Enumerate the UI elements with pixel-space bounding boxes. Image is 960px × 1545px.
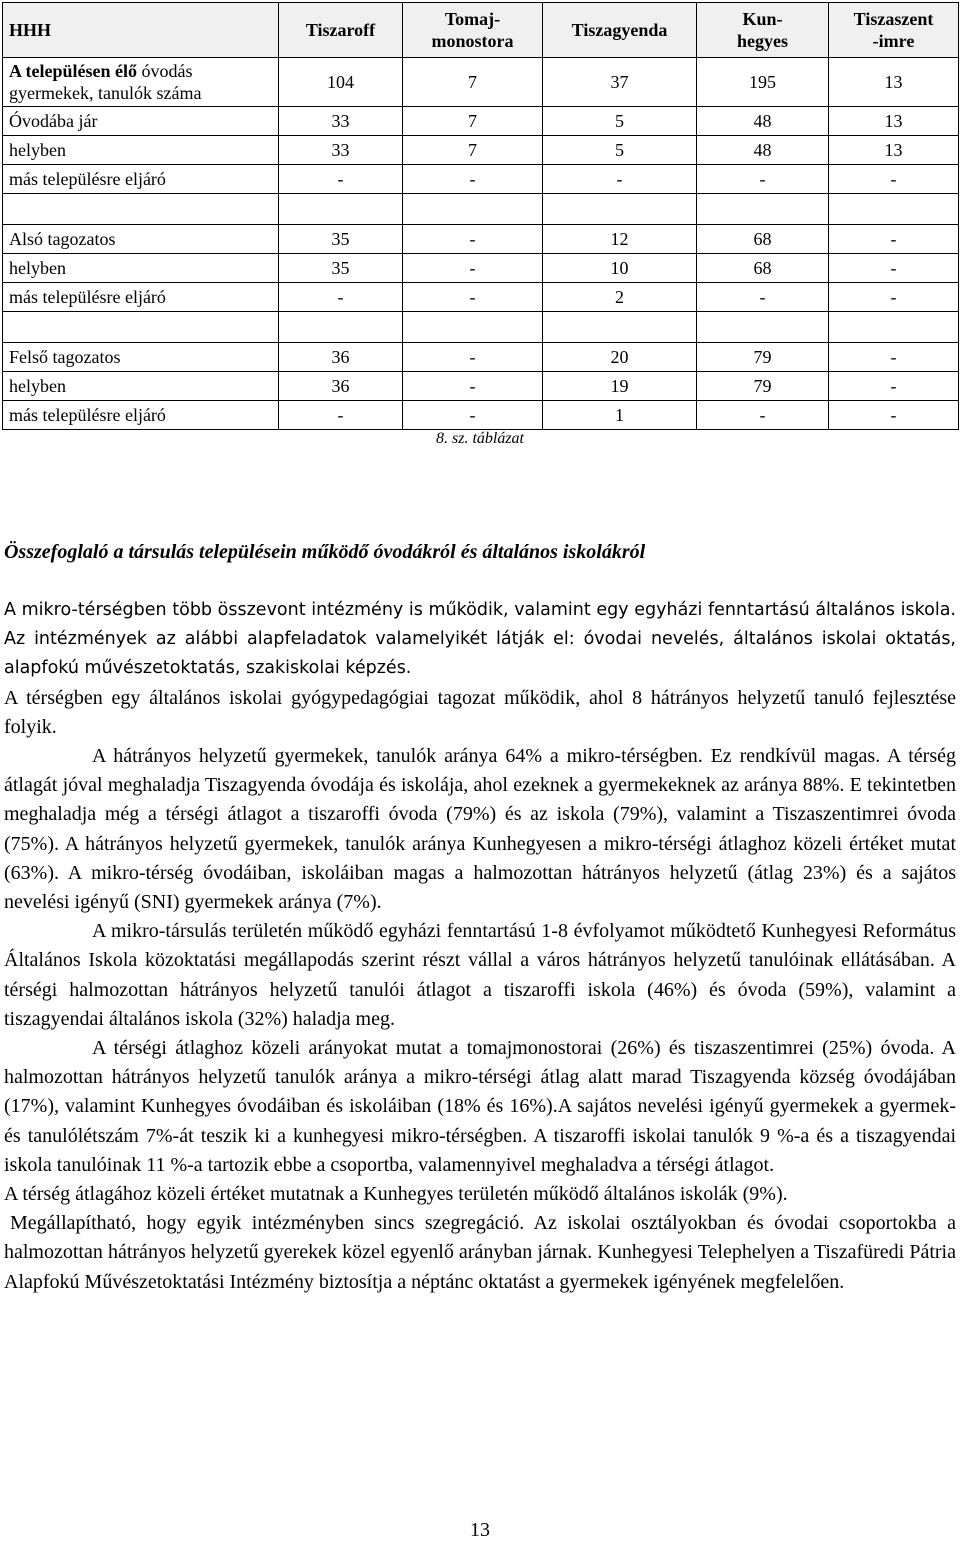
header-cell: Tiszaszent -imre [829, 3, 959, 58]
table-cell: - [697, 283, 829, 312]
table-cell: 7 [403, 107, 543, 136]
table-cell: 195 [697, 58, 829, 107]
table-row [3, 372, 959, 401]
row-label: helyben [3, 372, 279, 401]
table-cell [543, 194, 697, 225]
table-cell: 33 [279, 107, 403, 136]
header-cell: Kun- hegyes [697, 3, 829, 58]
table-cell: 5 [543, 107, 697, 136]
table-cell [697, 312, 829, 343]
row-label [3, 58, 279, 107]
table-cell: 12 [543, 225, 697, 254]
table-cell [403, 194, 543, 225]
table-cell [279, 194, 403, 225]
paragraph: A mikro-térségben több összevont intézmény is működik, valamint egy egyházi fenntartású általános iskola. Az intézmények az alábbi alapfeladatok valamelyikét látják el: óvodai nevelés, általános iskolai oktatás, alapfokú művészetoktatás, szakiskolai képzés. [4, 600, 956, 679]
paragraph: A térségben egy általános iskolai gyógypedagógiai tagozat működik, ahol 8 hátrányos helyzetű tanuló fejlesztése folyik. [4, 686, 956, 738]
table-row [3, 254, 959, 283]
table-cell: 79 [697, 372, 829, 401]
table-cell: - [829, 401, 959, 430]
row-label: Felső tagozatos [3, 343, 279, 372]
row-label: Alsó tagozatos [3, 225, 279, 254]
table-cell [279, 312, 403, 343]
table-row-spacer [3, 194, 959, 225]
table-cell: 79 [697, 343, 829, 372]
table-row [3, 225, 959, 254]
table-header-row [3, 3, 959, 58]
table-cell: 104 [279, 58, 403, 107]
row-label: más településre eljáró [3, 283, 279, 312]
table-cell: 5 [543, 136, 697, 165]
table-row-spacer [3, 312, 959, 343]
table-cell: 68 [697, 225, 829, 254]
table-row [3, 136, 959, 165]
table-cell: - [403, 225, 543, 254]
table-cell: 13 [829, 136, 959, 165]
table-cell: - [403, 372, 543, 401]
table-cell: 35 [279, 225, 403, 254]
paragraph: A térségi átlaghoz közeli arányokat mutat a tomajmonostorai (26%) és tiszaszentimrei (25%) óvoda. A halmozottan hátrányos helyzetű tanulók aránya a mikro-térségi átlag alatt marad Tiszagyenda község óvodájában (17%), valamint Kunhegyes óvodáiban és iskoláiban (18% és 16%).A sajátos nevelési igényű gyermekek a gyermek- és tanulólétszám 7%-át teszik ki a kunhegyesi mikro-térségben. A tiszaroffi iskolai tanulók 9 %-a és a tiszagyendai iskola tanulóinak 11 %-a tartozik ebbe a csoportba, valamennyivel meghaladva a térségi átlagot. [4, 1037, 956, 1176]
table-cell [829, 312, 959, 343]
table-cell: - [279, 165, 403, 194]
page-number: 13 [470, 1519, 490, 1541]
table-cell: 35 [279, 254, 403, 283]
row-label [3, 194, 279, 225]
table-cell: 37 [543, 58, 697, 107]
header-cell: Tiszaroff [279, 3, 403, 58]
table-cell: - [279, 401, 403, 430]
table-cell: 33 [279, 136, 403, 165]
table-cell: - [403, 343, 543, 372]
table-cell: - [829, 372, 959, 401]
table-cell: 2 [543, 283, 697, 312]
table-cell: - [403, 165, 543, 194]
table-cell: - [829, 225, 959, 254]
table-row [3, 343, 959, 372]
table-cell: - [279, 283, 403, 312]
table-cell: 1 [543, 401, 697, 430]
table-cell: 19 [543, 372, 697, 401]
table-cell: - [403, 254, 543, 283]
table-cell: - [403, 283, 543, 312]
table-cell: 7 [403, 136, 543, 165]
table-cell: 36 [279, 372, 403, 401]
table-cell [403, 312, 543, 343]
table-cell [829, 194, 959, 225]
table-cell: 13 [829, 58, 959, 107]
table-row [3, 401, 959, 430]
row-label: helyben [3, 136, 279, 165]
row-label-rest: óvodás gyermekek, tanulók száma [9, 61, 202, 103]
table-cell: 48 [697, 136, 829, 165]
table-row [3, 165, 959, 194]
table-cell: - [829, 283, 959, 312]
row-label: más településre eljáró [3, 165, 279, 194]
header-cell: Tiszagyenda [543, 3, 697, 58]
table-cell: 7 [403, 58, 543, 107]
table-cell: 20 [543, 343, 697, 372]
table-cell: 36 [279, 343, 403, 372]
table-cell [697, 194, 829, 225]
paragraph: A hátrányos helyzetű gyermekek, tanulók aránya 64% a mikro-térségben. Ez rendkívül magas. A térség átlagát jóval meghaladja Tiszagyenda óvodája és iskolája, ahol ezeknek a gyermekeknek az aránya 88%. E tekintetben meghaladja még a térségi átlagot a tiszaroffi óvoda (79%) és az iskola (79%), valamint a Tiszaszentimrei óvoda (75%). A hátrányos helyzetű gyermekek, tanulók aránya Kunhegyesen a mikro-térségi átlaghoz közeli értéket mutat (63%). A mikro-térség óvodáiban, iskoláiban magas a halmozottan hátrányos helyzetű (átlag 23%) és a sajátos nevelési igényű (SNI) gyermekek aránya (7%). [4, 745, 956, 914]
table-cell: - [543, 165, 697, 194]
body-text [4, 596, 956, 1297]
row-label-bold: A településen élő [9, 61, 137, 81]
row-label: helyben [3, 254, 279, 283]
hhh-statistics-table [2, 2, 959, 430]
table-cell: - [403, 401, 543, 430]
row-label: más településre eljáró [3, 401, 279, 430]
table-cell: 48 [697, 107, 829, 136]
table-row [3, 107, 959, 136]
table-cell [543, 312, 697, 343]
table-cell: - [829, 343, 959, 372]
paragraph: A mikro-társulás területén működő egyházi fenntartású 1-8 évfolyamot működtető Kunhegyesi Református Általános Iskola közoktatási megállapodás szerint részt vállal a város hátrányos helyzetű tanulóinak ellátásában. A térségi halmozottan hátrányos helyzetű tanulói átlagot a tiszaroffi iskola (46%) és óvoda (59%), valamint a tiszagyendai általános iskola (32%) haladja meg. [4, 920, 956, 1030]
table-cell: 10 [543, 254, 697, 283]
table-cell: - [829, 165, 959, 194]
header-cell: Tomaj- monostora [403, 3, 543, 58]
table-row [3, 58, 959, 107]
table-cell: - [829, 254, 959, 283]
row-label: Óvodába jár [3, 107, 279, 136]
paragraph: A térség átlagához közeli értéket mutatnak a Kunhegyes területén működő általános iskolák (9%). [4, 1183, 788, 1206]
table-cell: 68 [697, 254, 829, 283]
header-cell: HHH [3, 3, 279, 58]
table-cell: - [697, 165, 829, 194]
table-cell: - [697, 401, 829, 430]
table-cell: 13 [829, 107, 959, 136]
paragraph: Megállapítható, hogy egyik intézményben sincs szegregáció. Az iskolai osztályokban és óvodai csoportokba a halmozottan hátrányos helyzetű gyerekek közel egyenlő arányban járnak. Kunhegyesi Telephelyen a Tiszafüredi Pátria Alapfokú Művészetoktatási Intézmény biztosítja a néptánc oktatást a gyermekek igényének megfelelően. [4, 1212, 956, 1293]
table-row [3, 283, 959, 312]
section-heading: Összefoglaló a társulás településein működő óvodákról és általános iskolákról [4, 541, 646, 563]
row-label [3, 312, 279, 343]
table-caption: 8. sz. táblázat [435, 430, 524, 447]
